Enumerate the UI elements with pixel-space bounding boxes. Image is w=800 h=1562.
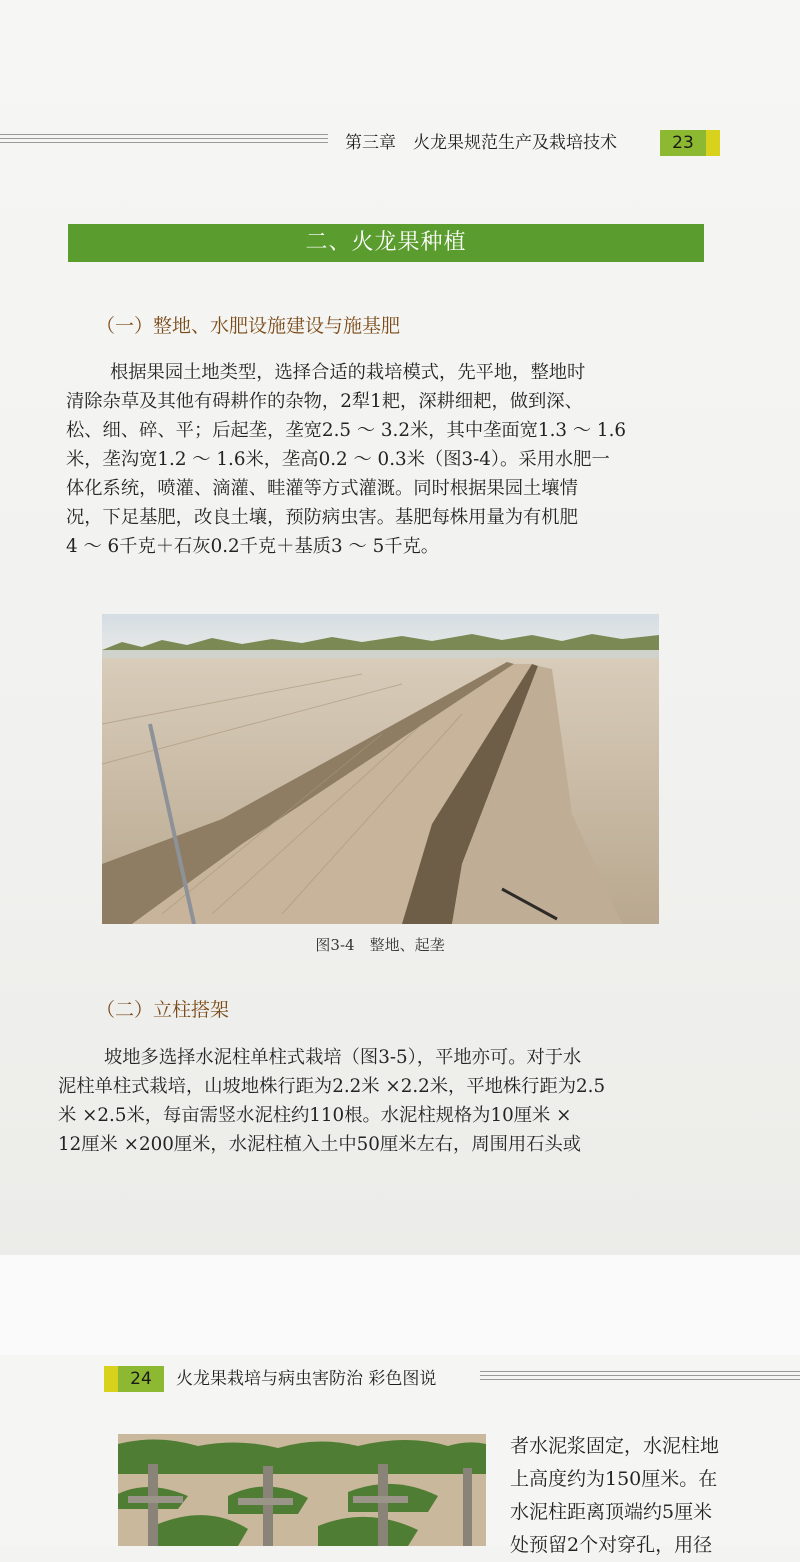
header-rule-left	[0, 134, 328, 146]
paragraph-line: 体化系统，喷灌、滴灌、畦灌等方式灌溉。同时根据果园土壤情	[66, 478, 578, 499]
figure-caption: 图3-4 整地、起垄	[315, 936, 445, 954]
paragraph-line: 12厘米 ×200厘米，水泥柱植入土中50厘米左右，周围用石头或	[58, 1134, 582, 1155]
paragraph-page24	[510, 1430, 719, 1562]
paragraph-line: 根据果园土地类型，选择合适的栽培模式，先平地，整地时	[110, 362, 586, 383]
paragraph-line: 况，下足基肥，改良土壤，预防病虫害。基肥每株用量为有机肥	[66, 507, 578, 528]
cement-pillar-photo	[118, 1434, 486, 1546]
paragraph-2	[58, 1043, 702, 1159]
page-number-badge: 23	[660, 130, 706, 156]
subsection-title-2: （二）立柱搭架	[96, 999, 230, 1021]
chapter-header: 第三章 火龙果规范生产及栽培技术	[345, 133, 617, 153]
paragraph-line: 米 ×2.5米，每亩需竖水泥柱约110根。水泥柱规格为10厘米 ×	[58, 1105, 572, 1126]
paragraph-line: 米，垄沟宽1.2 ～ 1.6米，垄高0.2 ～ 0.3米（图3-4）。采用水肥一	[66, 449, 610, 470]
book-header: 火龙果栽培与病虫害防治 彩色图说	[176, 1369, 437, 1389]
paragraph-line: 上高度约为150厘米。在	[510, 1468, 718, 1490]
paragraph-line: 水泥柱距离顶端约5厘米	[510, 1501, 713, 1523]
paragraph-line: 4 ～ 6千克＋石灰0.2千克＋基质3 ～ 5千克。	[66, 536, 440, 557]
paragraph-line: 处预留2个对穿孔，用径	[510, 1534, 713, 1556]
field-ridging-photo	[102, 614, 659, 924]
page-number-badge-24: 24	[118, 1366, 164, 1392]
paragraph-line: 坡地多选择水泥柱单柱式栽培（图3-5），平地亦可。对于水	[104, 1047, 582, 1068]
page-gap	[0, 1255, 800, 1355]
paragraph-1	[66, 358, 706, 561]
subsection-title-1: （一）整地、水肥设施建设与施基肥	[96, 315, 401, 337]
field-ridging-illustration	[102, 614, 659, 924]
paragraph-line: 松、细、碎、平；后起垄，垄宽2.5 ～ 3.2米，其中垄面宽1.3 ～ 1.6	[66, 420, 627, 441]
paragraph-line: 者水泥浆固定，水泥柱地	[510, 1435, 720, 1457]
paragraph-line: 泥柱单柱式栽培，山坡地株行距为2.2米 ×2.2米，平地株行距为2.5	[58, 1076, 606, 1097]
section-title: 二、火龙果种植	[68, 224, 704, 262]
header-rule-right	[480, 1371, 800, 1383]
paragraph-line: 清除杂草及其他有碍耕作的杂物，2犁1耙，深耕细耙，做到深、	[66, 391, 583, 412]
pillar-plants-illustration	[118, 1434, 486, 1546]
